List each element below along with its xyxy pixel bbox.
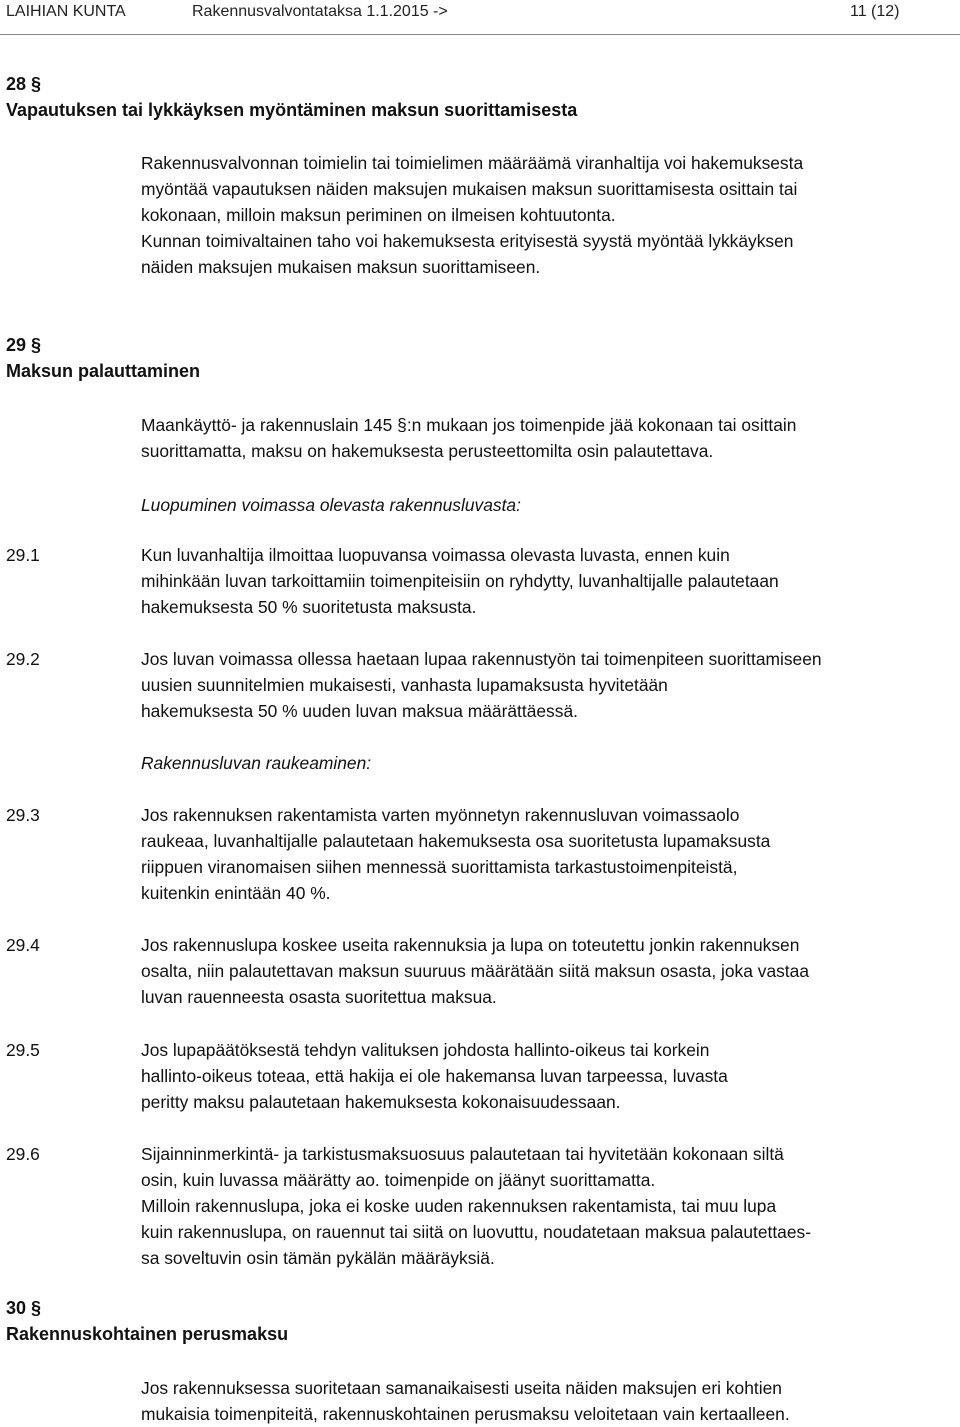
text-line: uusien suunnitelmien mukaisesti, vanhasta lupamaksusta hyvitetään xyxy=(141,675,668,695)
text-line: Maankäyttö- ja rakennuslain 145 §:n mukaan jos toimenpide jää kokonaan tai osittain xyxy=(141,415,797,435)
subheading-relinquish: Luopuminen voimassa olevasta rakennusluvasta: xyxy=(141,495,521,515)
section-29-intro xyxy=(141,412,951,464)
item-number: 29.6 xyxy=(6,1144,40,1164)
text-line: Rakennusvalvonnan toimielin tai toimielimen määräämä viranhaltija voi hakemuksesta xyxy=(141,153,804,173)
text-line: suorittamatta, maksu on hakemuksesta perusteettomilta osin palautettava. xyxy=(141,441,714,461)
item-29-1-text xyxy=(141,542,951,620)
section-30-number: 30 § xyxy=(6,1298,42,1318)
text-line: Kun luvanhaltija ilmoittaa luopuvansa voimassa olevasta luvasta, ennen kuin xyxy=(141,545,730,565)
text-line: riippuen viranomaisen siihen mennessä suorittamista tarkastustoimenpiteistä, xyxy=(141,857,738,877)
item-number: 29.5 xyxy=(6,1040,40,1060)
text-line: osalta, niin palautettavan maksun suuruus määrätään siitä maksun osasta, joka vastaa xyxy=(141,961,809,981)
page-header xyxy=(0,0,960,34)
text-line: mihinkään luvan tarkoittamiin toimenpiteisiin on ryhdytty, luvanhaltijalle palautetaan xyxy=(141,571,779,591)
section-28-paragraph xyxy=(141,150,951,280)
item-29-3-text xyxy=(141,802,951,906)
text-line: myöntää vapautuksen näiden maksujen mukaisen maksun suorittamisesta osittain tai xyxy=(141,179,798,199)
text-line: hakemuksesta 50 % uuden luvan maksua määrättäessä. xyxy=(141,701,578,721)
item-29-5-text xyxy=(141,1037,951,1115)
section-28-title: Vapautuksen tai lykkäyksen myöntäminen maksun suorittamisesta xyxy=(6,100,578,120)
document-title: Rakennusvalvontataksa 1.1.2015 -> xyxy=(192,3,448,20)
text-line: Sijainninmerkintä- ja tarkistusmaksuosuus palautetaan tai hyvitetään kokonaan siltä xyxy=(141,1144,784,1164)
text-line: Milloin rakennuslupa, joka ei koske uuden rakennuksen rakentamista, tai muu lupa xyxy=(141,1196,777,1216)
text-line: Jos rakennuksessa suoritetaan samanaikaisesti useita näiden maksujen eri kohtien xyxy=(141,1378,782,1398)
text-line: hakemuksesta 50 % suoritetusta maksusta. xyxy=(141,597,477,617)
text-line: osin, kuin luvassa määrätty ao. toimenpide on jäänyt suorittamatta. xyxy=(141,1170,656,1190)
municipality-name: LAIHIAN KUNTA xyxy=(6,3,126,20)
text-line: mukaisia toimenpiteitä, rakennuskohtainen perusmaksu veloitetaan vain kertaalleen. xyxy=(141,1404,790,1424)
text-line: Kunnan toimivaltainen taho voi hakemuksesta erityisestä syystä myöntää lykkäyksen xyxy=(141,231,794,251)
text-line: hallinto-oikeus toteaa, että hakija ei ole hakemansa luvan tarpeessa, luvasta xyxy=(141,1066,728,1086)
text-line: Jos luvan voimassa ollessa haetaan lupaa rakennustyön tai toimenpiteen suorittamiseen xyxy=(141,649,822,669)
text-line: peritty maksu palautetaan hakemuksesta kokonaisuudessaan. xyxy=(141,1092,621,1112)
item-29-4-text xyxy=(141,932,951,1010)
text-line: näiden maksujen mukaisen maksun suorittamiseen. xyxy=(141,257,541,277)
text-line: raukeaa, luvanhaltijalle palautetaan hakemuksesta osa suoritetusta lupamaksusta xyxy=(141,831,771,851)
page-number: 11 (12) xyxy=(850,3,900,20)
section-28-number: 28 § xyxy=(6,74,42,94)
text-line: kuitenkin enintään 40 %. xyxy=(141,883,331,903)
section-29-title: Maksun palauttaminen xyxy=(6,361,201,381)
text-line: kokonaan, milloin maksun periminen on ilmeisen kohtuutonta. xyxy=(141,205,616,225)
text-line: Jos rakennuksen rakentamista varten myönnetyn rakennusluvan voimassaolo xyxy=(141,805,740,825)
item-number: 29.3 xyxy=(6,805,40,825)
item-number: 29.2 xyxy=(6,649,40,669)
header-divider xyxy=(0,34,960,35)
text-line: Jos rakennuslupa koskee useita rakennuksia ja lupa on toteutettu jonkin rakennuksen xyxy=(141,935,800,955)
text-line: luvan rauenneesta osasta suoritettua maksua. xyxy=(141,987,497,1007)
text-line: sa soveltuvin osin tämän pykälän määräyksiä. xyxy=(141,1248,495,1268)
text-line: Jos lupapäätöksestä tehdyn valituksen johdosta hallinto-oikeus tai korkein xyxy=(141,1040,710,1060)
item-29-2-text xyxy=(141,646,951,724)
section-30-paragraph xyxy=(141,1375,951,1427)
section-30-title: Rakennuskohtainen perusmaksu xyxy=(6,1324,289,1344)
text-line: kuin rakennuslupa, on rauennut tai siitä on luovuttu, noudatetaan maksua palautettaes- xyxy=(141,1222,811,1242)
section-29-number: 29 § xyxy=(6,335,42,355)
item-number: 29.1 xyxy=(6,545,40,565)
subheading-expiry: Rakennusluvan raukeaminen: xyxy=(141,753,372,773)
item-29-6-text xyxy=(141,1141,951,1271)
item-number: 29.4 xyxy=(6,935,40,955)
